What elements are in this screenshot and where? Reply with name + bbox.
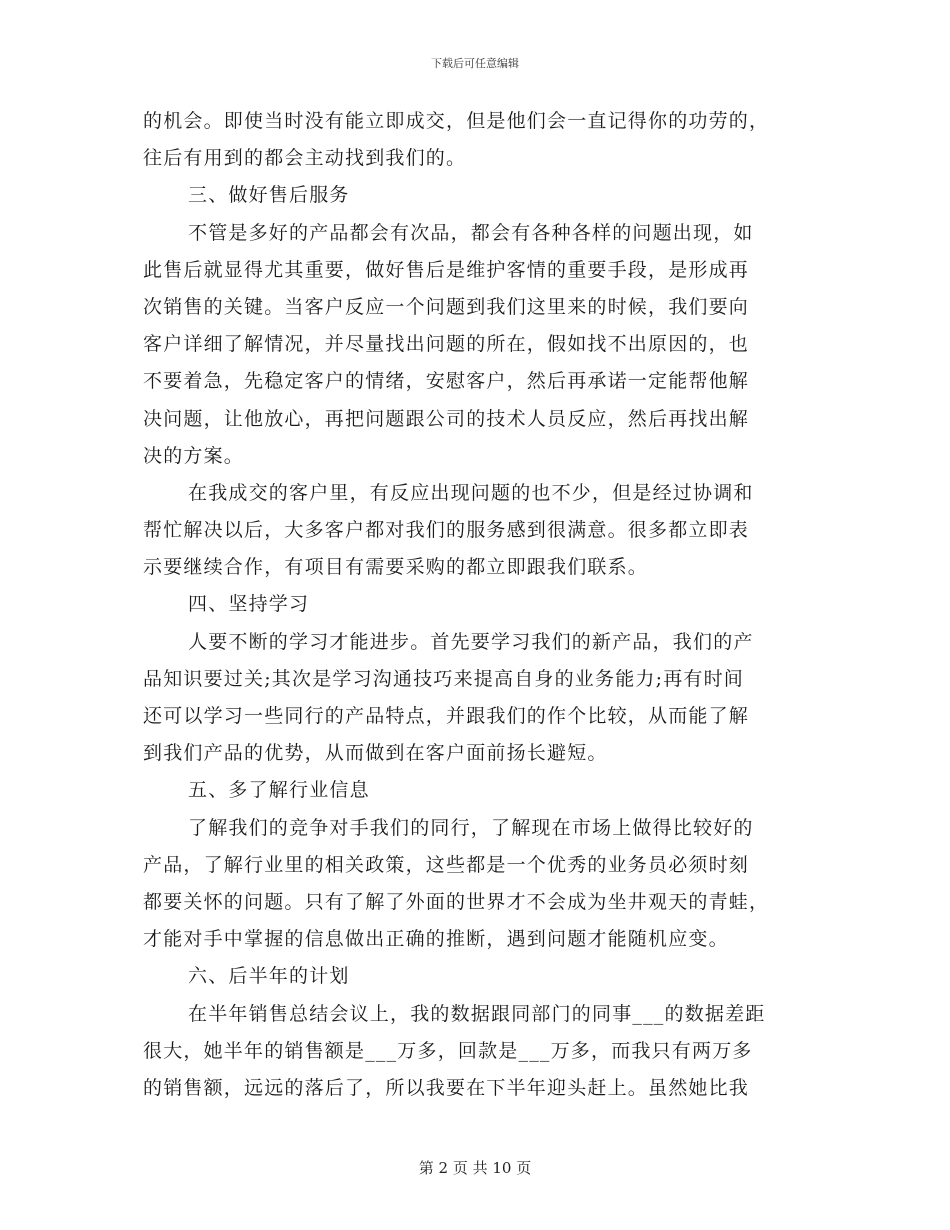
text-line: 示要继续合作，有项目有需要采购的都立即跟我们联系。: [143, 556, 649, 579]
text-line: 不要着急，先稳定客户的情绪，安慰客户，然后再承诺一定能帮他解: [143, 370, 750, 393]
page-footer: 第 2 页 共 10 页: [418, 1159, 532, 1177]
text-line: 才能对手中掌握的信息做出正确的推断，遇到问题才能随机应变。: [143, 928, 729, 951]
page-header: 下载后可任意编辑: [431, 57, 519, 70]
text-line: 人要不断的学习才能进步。首先要学习我们的新产品，我们的产: [188, 630, 754, 653]
text-line: 决的方案。: [143, 444, 245, 467]
text-line: 在半年销售总结会议上，我的数据跟同部门的同事___的数据差距: [188, 1002, 766, 1025]
text-line: 了解我们的竞争对手我们的同行，了解现在市场上做得比较好的: [188, 816, 754, 839]
text-line: 次销售的关键。当客户反应一个问题到我们这里来的时候，我们要向: [143, 295, 750, 318]
text-line: 在我成交的客户里，有反应出现问题的也不少，但是经过协调和: [188, 481, 754, 504]
text-line: 往后有用到的都会主动找到我们的。: [143, 147, 467, 170]
text-line: 产品，了解行业里的相关政策，这些都是一个优秀的业务员必须时刻: [143, 853, 750, 876]
text-line: 都要关怀的问题。只有了解了外面的世界才不会成为坐井观天的青蛙，: [143, 890, 770, 913]
text-line: 不管是多好的产品都会有次品，都会有各种各样的问题出现，如: [188, 221, 754, 244]
text-line: 决问题，让他放心，再把问题跟公司的技术人员反应，然后再找出解: [143, 407, 750, 430]
text-line: 的机会。即使当时没有能立即成交，但是他们会一直记得你的功劳的，: [143, 110, 770, 132]
text-line: 客户详细了解情况，并尽量找出问题的所在，假如找不出原因的，也: [143, 333, 750, 356]
text-line: 四、坚持学习: [188, 593, 310, 616]
text-line: 此售后就显得尤其重要，做好售后是维护客情的重要手段，是形成再: [143, 258, 750, 281]
text-line: 很大，她半年的销售额是___万多，回款是___万多，而我只有两万多: [143, 1039, 753, 1062]
text-line: 帮忙解决以后，大多客户都对我们的服务感到很满意。很多都立即表: [143, 519, 750, 542]
text-line: 品知识要过关;其次是学习沟通技巧来提高自身的业务能力;再有时间: [143, 667, 745, 690]
text-line: 五、多了解行业信息: [188, 779, 370, 802]
document-body: [143, 103, 808, 1107]
text-line: 到我们产品的优势，从而做到在客户面前扬长避短。: [143, 742, 608, 765]
text-line: 的销售额，远远的落后了，所以我要在下半年迎头赶上。虽然她比我: [143, 1076, 750, 1099]
text-line: 三、做好售后服务: [188, 184, 350, 207]
text-line: 还可以学习一些同行的产品特点，并跟我们的作个比较，从而能了解: [143, 705, 750, 727]
text-line: 六、后半年的计划: [188, 965, 350, 988]
